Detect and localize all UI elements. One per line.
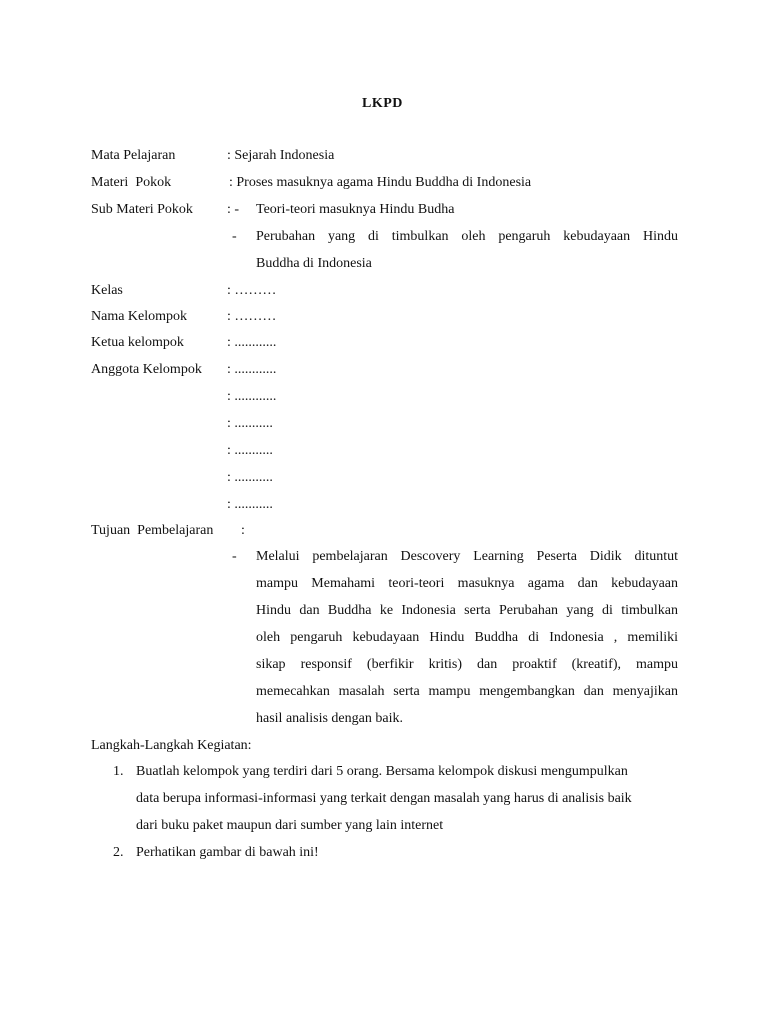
step-1-number: 1. (113, 764, 124, 779)
label-sub-materi-pokok: Sub Materi Pokok (91, 202, 193, 217)
document-title: LKPD (362, 96, 403, 111)
tujuan-line-1: Melalui pembelajaran Descovery Learning Peserta Didik dituntut (256, 549, 678, 564)
label-langkah-kegiatan: Langkah-Langkah Kegiatan: (91, 738, 252, 753)
label-materi-pokok: Materi Pokok (91, 175, 172, 190)
value-anggota-1: : ............ (227, 362, 277, 377)
step-1-line-1: Buatlah kelompok yang terdiri dari 5 orang. Bersama kelompok diskusi mengumpulkan (136, 764, 628, 779)
tujuan-line-7: hasil analisis dengan baik. (256, 711, 403, 726)
sub-materi-item-2-line-1: Perubahan yang di timbulkan oleh pengaruh kebudayaan Hindu (256, 229, 678, 244)
label-nama-kelompok: Nama Kelompok (91, 309, 188, 324)
value-nama-kelompok: : ……… (227, 309, 277, 324)
label-ketua-kelompok: Ketua kelompok (91, 335, 184, 350)
label-tujuan-pembelajaran: Tujuan Pembelajaran (91, 523, 214, 538)
value-materi-pokok: : Proses masuknya agama Hindu Buddha di Indonesia (229, 175, 532, 190)
tujuan-line-5: sikap responsif (berfikir kritis) dan proaktif (kreatif), mampu (256, 657, 678, 672)
step-1-line-2: data berupa informasi-informasi yang terkait dengan masalah yang harus di analisis baik (136, 791, 632, 806)
tujuan-line-4: oleh pengaruh kebudayaan Hindu Buddha di Indonesia , memiliki (256, 630, 678, 645)
label-kelas: Kelas (91, 283, 123, 298)
value-anggota-4: : ........... (227, 443, 273, 458)
sub-materi-dash: - (232, 229, 237, 244)
sub-materi-item-1: Teori-teori masuknya Hindu Budha (256, 202, 455, 217)
value-anggota-3: : ........... (227, 416, 273, 431)
label-anggota-kelompok: Anggota Kelompok (91, 362, 202, 377)
tujuan-line-3: Hindu dan Buddha ke Indonesia serta Perubahan yang di timbulkan (256, 603, 678, 618)
step-1-line-3: dari buku paket maupun dari sumber yang lain internet (136, 818, 444, 833)
value-anggota-6: : ........... (227, 497, 273, 512)
sub-materi-prefix: : - (227, 202, 240, 217)
tujuan-colon: : (241, 523, 245, 538)
value-ketua-kelompok: : ............ (227, 335, 277, 350)
tujuan-dash: - (232, 549, 237, 564)
step-2-number: 2. (113, 845, 124, 860)
value-kelas: : ……… (227, 283, 277, 298)
tujuan-line-6: memecahkan masalah serta mampu mengembangkan dan menyajikan (256, 684, 678, 699)
label-mata-pelajaran: Mata Pelajaran (91, 148, 176, 163)
step-2-line-1: Perhatikan gambar di bawah ini! (136, 845, 319, 860)
value-anggota-2: : ............ (227, 389, 277, 404)
value-anggota-5: : ........... (227, 470, 273, 485)
tujuan-line-2: mampu Memahami teori-teori masuknya agama dan kebudayaan (256, 576, 678, 591)
sub-materi-item-2-line-2: Buddha di Indonesia (256, 256, 372, 271)
value-mata-pelajaran: : Sejarah Indonesia (227, 148, 335, 163)
